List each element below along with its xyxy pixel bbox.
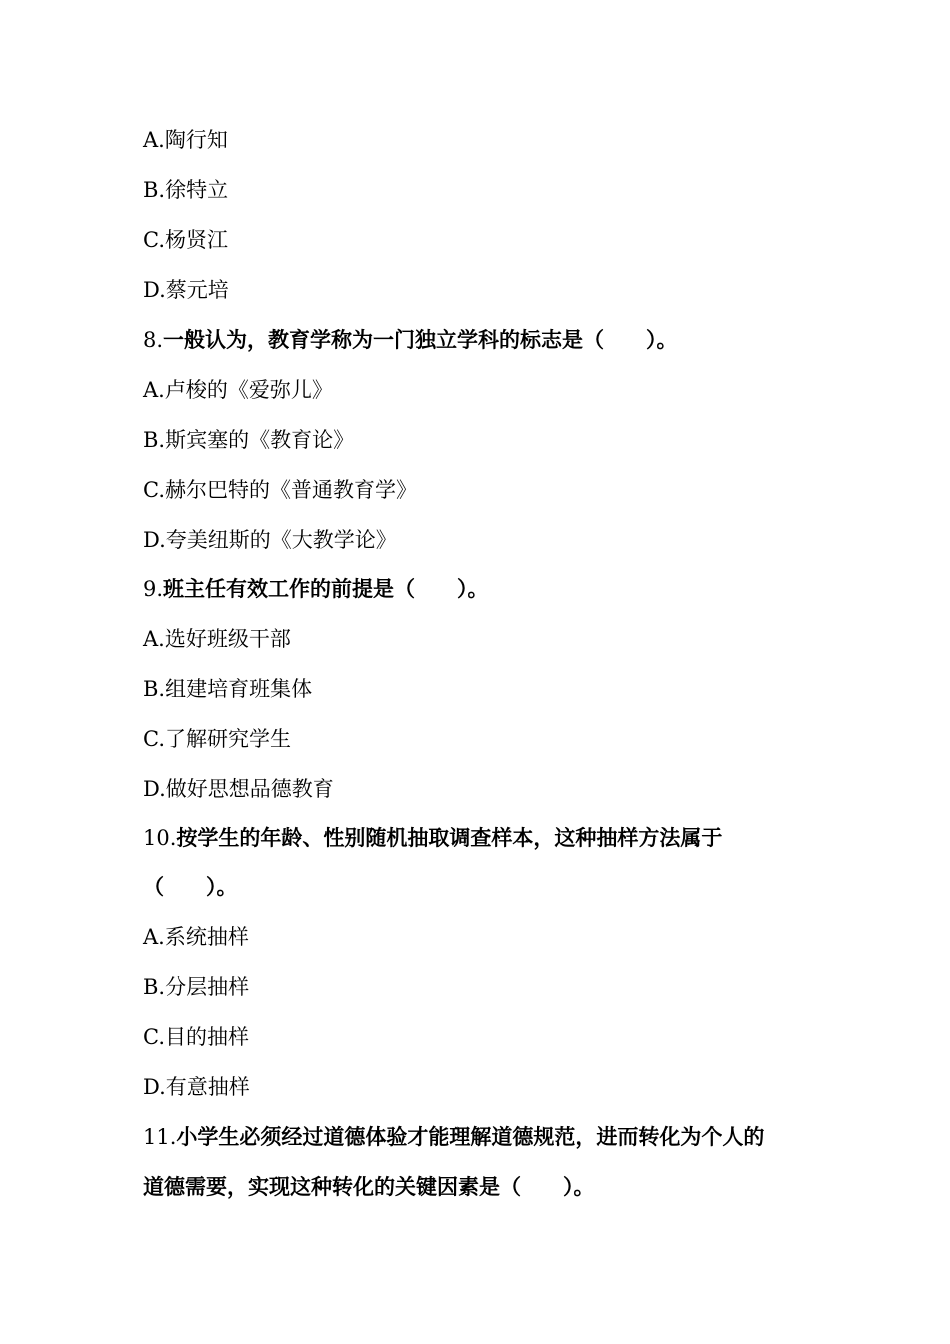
q8-text: 一般认为，教育学称为一门独立学科的标志是（ ）。 [163,327,678,352]
q10-text-line1: 按学生的年龄、性别随机抽取调查样本，这种抽样方法属于 [176,825,723,850]
q8-question [143,325,678,355]
q9-number: 9. [143,577,164,601]
q11-question-line1 [143,1122,764,1152]
q10-number: 10. [143,826,177,850]
q8-option-c: C.赫尔巴特的《普通教育学》 [143,478,417,502]
q7-option-d: D.蔡元培 [143,278,229,302]
q7-option-c: C.杨贤江 [143,228,228,252]
q7-option-a: A.陶行知 [143,128,228,152]
q10-text-line2: （ ）。 [143,874,238,899]
q9-option-c: C.了解研究学生 [143,727,291,751]
q8-number: 8. [143,328,164,352]
q10-option-a: A.系统抽样 [143,925,249,949]
q9-option-b: B.组建培育班集体 [143,677,313,701]
q11-text-line2: 道德需要，实现这种转化的关键因素是（ ）。 [143,1174,595,1199]
q8-option-b: B.斯宾塞的《教育论》 [143,428,355,452]
q11-text-line1: 小学生必须经过道德体验才能理解道德规范，进而转化为个人的 [176,1124,765,1149]
q10-question-line1 [143,823,722,853]
q10-option-b: B.分层抽样 [143,975,250,999]
q7-option-b: B.徐特立 [143,178,229,202]
q9-text: 班主任有效工作的前提是（ ）。 [163,576,489,601]
q8-option-d: D.夸美纽斯的《大教学论》 [143,528,397,552]
q10-option-d: D.有意抽样 [143,1075,250,1099]
q10-option-c: C.目的抽样 [143,1025,249,1049]
q9-option-a: A.选好班级干部 [143,627,291,651]
q9-option-d: D.做好思想品德教育 [143,777,334,801]
q8-option-a: A.卢梭的《爱弥儿》 [143,378,333,402]
q9-question [143,574,489,604]
q11-number: 11. [143,1125,177,1149]
